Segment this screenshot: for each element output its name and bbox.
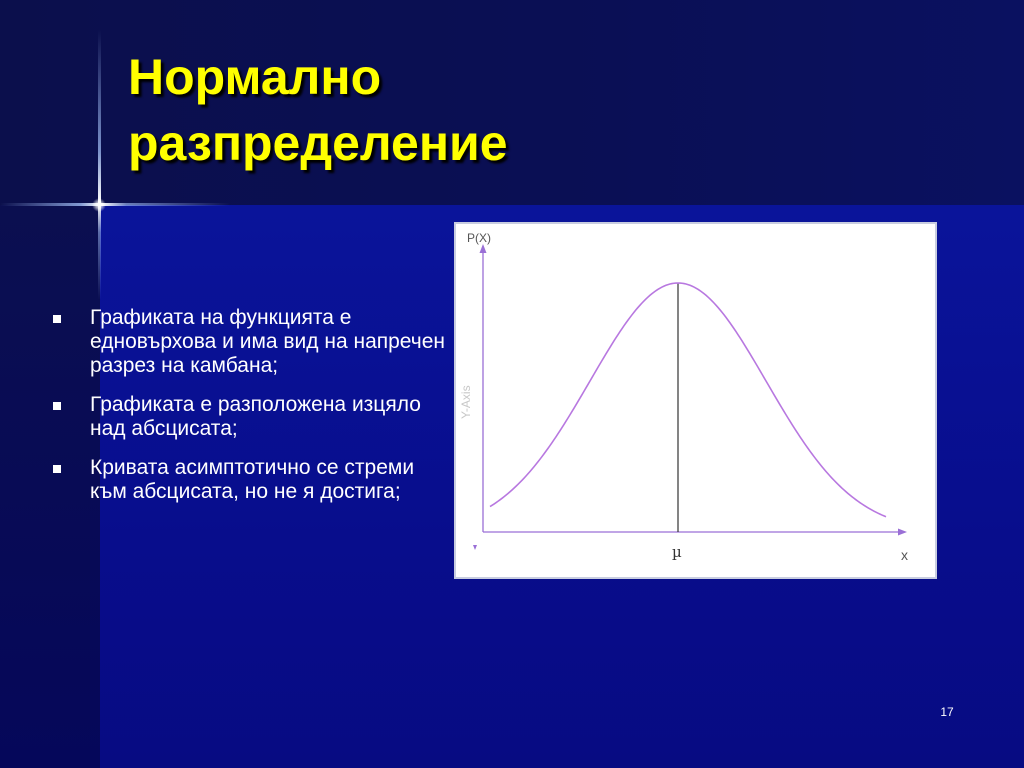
- mean-label: µ: [672, 543, 682, 561]
- star-glint-horizontal: [0, 203, 230, 206]
- slide-title-line-2: разпределение: [128, 115, 508, 171]
- bullet-item: [52, 456, 452, 504]
- bullet-item: [52, 393, 452, 441]
- bullet-list: [52, 306, 452, 519]
- page-number: 17: [940, 705, 954, 719]
- bullet-text: Кривата асимптотично се стреми към абсцисата, но не я достига;: [90, 456, 415, 503]
- y-axis-top-label: P(X): [467, 231, 491, 245]
- y-axis-arrow-icon: [480, 244, 487, 253]
- y-axis-down-arrow-icon: [473, 545, 477, 550]
- bullet-item: [52, 306, 452, 378]
- slide-title: [128, 44, 828, 176]
- y-axis-side-label: Y-Axis: [459, 385, 473, 419]
- normal-distribution-chart: [454, 222, 937, 579]
- star-glint-core: [92, 198, 106, 212]
- star-glint-vertical: [98, 30, 101, 300]
- x-axis-arrow-icon: [898, 529, 907, 536]
- chart-svg: [456, 224, 935, 577]
- bullet-text: Графиката на функцията е едновърхова и има вид на напречен разрез на камбана;: [90, 306, 446, 377]
- bell-curve-line: [490, 283, 886, 517]
- bullet-text: Графиката е разположена изцяло над абсцисата;: [90, 393, 421, 440]
- slide-title-line-1: Нормално: [128, 49, 382, 105]
- bullet-square-icon: [53, 315, 61, 323]
- bullet-square-icon: [53, 402, 61, 410]
- x-axis-label: x: [901, 547, 908, 563]
- bullet-square-icon: [53, 465, 61, 473]
